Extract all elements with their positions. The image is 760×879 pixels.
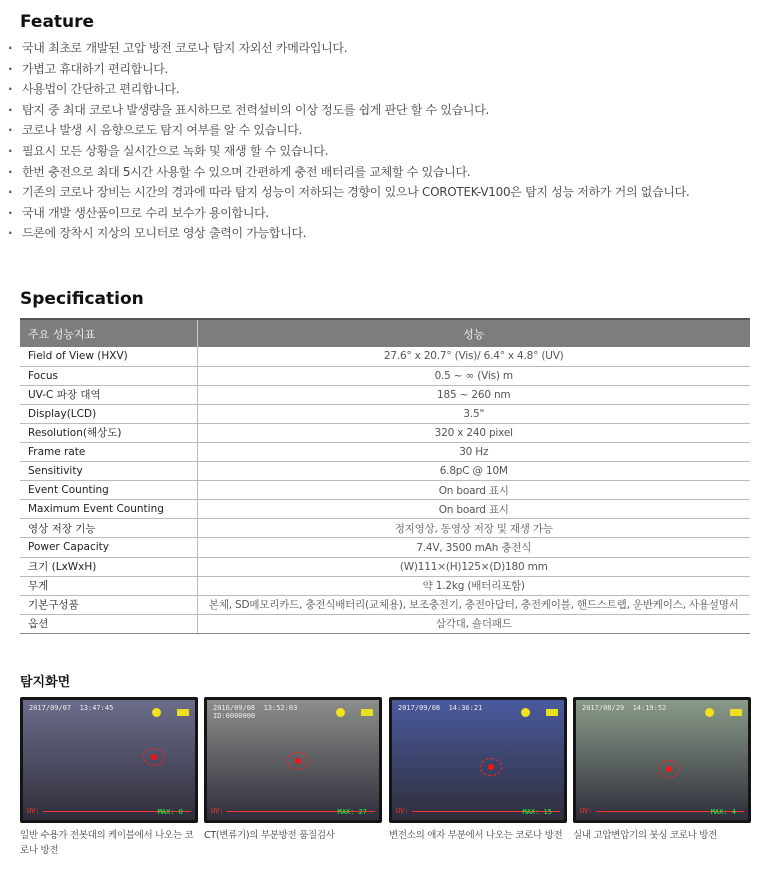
table-row: [20, 614, 750, 633]
camera-screen: [576, 700, 748, 820]
table-header-row: [20, 319, 750, 347]
max-count: MAX: 4: [710, 808, 736, 816]
detection-caption: 실내 고압변압기의 붓싱 코로나 방전: [573, 830, 718, 841]
spec-key: Display(LCD): [20, 404, 197, 423]
uv-label: UV:: [27, 807, 40, 815]
uv-camera-image: [389, 697, 567, 823]
table-row: [20, 404, 750, 423]
spec-value: 7.4V, 3500 mAh 충전식: [197, 538, 750, 557]
spec-key: 무게: [20, 576, 197, 595]
spec-value: 27.6° x 20.7° (Vis)/ 6.4° x 4.8° (UV): [197, 347, 750, 366]
max-count: MAX: 27: [337, 808, 367, 816]
detection-gallery: [20, 697, 750, 856]
spec-key: 영상 저장 기능: [20, 519, 197, 538]
detection-card: [389, 697, 567, 843]
table-row: [20, 442, 750, 461]
feature-title: Feature: [20, 12, 95, 32]
spec-value: 185 ~ 260 nm: [197, 385, 750, 404]
detection-card: [204, 697, 382, 843]
table-row: [20, 538, 750, 557]
spec-value: 6.8pC @ 10M: [197, 462, 750, 481]
spec-value: 0.5 ~ ∞ (Vis) m: [197, 366, 750, 385]
column-header-performance: 성능: [197, 319, 750, 347]
corona-hotspot: [480, 758, 502, 776]
spec-value: 320 x 240 pixel: [197, 423, 750, 442]
spec-key: Maximum Event Counting: [20, 500, 197, 519]
uv-camera-image: [204, 697, 382, 823]
uv-camera-image: [20, 697, 198, 823]
feature-item: · 기존의 코로나 장비는 시간의 경과에 따라 탐지 성능이 저하되는 경향이 있으나 COROTEK-V100은 탐지 성능 저하가 거의 없습니다.: [8, 182, 689, 203]
spec-value: 정지영상, 동영상 저장 및 재생 가능: [197, 519, 750, 538]
timestamp: 2016/09/08 13:52:03 ID:0000000: [213, 704, 298, 720]
corona-hotspot: [143, 748, 165, 766]
table-row: [20, 385, 750, 404]
detection-title: 탐지화면: [20, 675, 71, 690]
feature-item: · 탐지 중 최대 코로나 발생량을 표시하므로 전력설비의 이상 정도를 쉽게 판단 할 수 있습니다.: [8, 100, 689, 121]
detection-caption: CT(변류기)의 부분방전 품질검사: [204, 830, 335, 841]
feature-item: · 국내 최초로 개발된 고압 방전 코로나 탐지 자외선 카메라입니다.: [8, 38, 689, 59]
spec-value: 3.5": [197, 404, 750, 423]
timestamp: 2017/08/29 14:19:52: [582, 704, 667, 712]
camera-screen: [392, 700, 564, 820]
record-indicator-icon: [152, 708, 161, 717]
feature-item: · 필요시 모든 상황을 실시간으로 녹화 및 재생 할 수 있습니다.: [8, 141, 689, 162]
uv-label: UV:: [396, 807, 409, 815]
timestamp: 2017/09/08 14:36:21: [398, 704, 483, 712]
table-row: [20, 557, 750, 576]
record-indicator-icon: [705, 708, 714, 717]
specification-title: Specification: [20, 289, 144, 309]
table-row: [20, 576, 750, 595]
uv-label: UV:: [211, 807, 224, 815]
spec-key: Power Capacity: [20, 538, 197, 557]
table-row: [20, 423, 750, 442]
spec-key: UV-C 파장 대역: [20, 385, 197, 404]
corona-hotspot: [287, 752, 309, 770]
battery-icon: [546, 709, 558, 716]
table-row: [20, 519, 750, 538]
feature-item: · 한번 충전으로 최대 5시간 사용할 수 있으며 간편하게 충전 배터리를 교체할 수 있습니다.: [8, 162, 689, 183]
spec-key: Event Counting: [20, 481, 197, 500]
table-row: [20, 481, 750, 500]
record-indicator-icon: [336, 708, 345, 717]
table-row: [20, 500, 750, 519]
spec-value: 약 1.2kg (배터리포함): [197, 576, 750, 595]
spec-key: 옵션: [20, 614, 197, 633]
max-count: MAX: 15: [522, 808, 552, 816]
spec-key: Sensitivity: [20, 462, 197, 481]
uv-camera-image: [573, 697, 751, 823]
spec-value: 30 Hz: [197, 442, 750, 461]
feature-item: · 국내 개발 생산품이므로 수리 보수가 용이합니다.: [8, 203, 689, 224]
feature-list: [8, 38, 689, 244]
column-header-metric: 주요 성능지표: [20, 319, 197, 347]
spec-key: Frame rate: [20, 442, 197, 461]
spec-key: Field of View (HXV): [20, 347, 197, 366]
battery-icon: [730, 709, 742, 716]
spec-value: 삼각대, 숄더패드: [197, 614, 750, 633]
timestamp: 2017/09/07 13:47:45: [29, 704, 114, 712]
detection-card: [573, 697, 751, 843]
corona-hotspot: [658, 760, 680, 778]
spec-key: 기본구성품: [20, 595, 197, 614]
spec-key: Focus: [20, 366, 197, 385]
specification-table: [20, 318, 750, 634]
detection-caption: 일반 수용가 전봇대의 케이블에서 나오는 코로나 방전: [20, 830, 194, 856]
detection-card: [20, 697, 198, 858]
uv-label: UV:: [580, 807, 593, 815]
battery-icon: [361, 709, 373, 716]
spec-value: On board 표시: [197, 481, 750, 500]
feature-item: · 가볍고 휴대하기 편리합니다.: [8, 59, 689, 80]
spec-key: 크기 (LxWxH): [20, 557, 197, 576]
record-indicator-icon: [521, 708, 530, 717]
feature-item: · 코로나 발생 시 음향으로도 탐지 여부를 알 수 있습니다.: [8, 120, 689, 141]
spec-value: (W)111×(H)125×(D)180 mm: [197, 557, 750, 576]
table-row: [20, 595, 750, 614]
max-count: MAX: 0: [157, 808, 183, 816]
spec-value: 본체, SD메모리카드, 충전식배터리(교체용), 보조충전기, 충전아답터, 충전케이블, 핸드스트랩, 운반케이스, 사용설명서: [197, 595, 750, 614]
battery-icon: [177, 709, 189, 716]
camera-screen: [23, 700, 195, 820]
detection-caption: 변전소의 애자 부분에서 나오는 코로나 방전: [389, 830, 563, 841]
table-row: [20, 366, 750, 385]
spec-value: On board 표시: [197, 500, 750, 519]
table-row: [20, 462, 750, 481]
table-row: [20, 347, 750, 366]
camera-screen: [207, 700, 379, 820]
feature-item: · 사용법이 간단하고 편리합니다.: [8, 79, 689, 100]
feature-item: · 드론에 장착시 지상의 모니터로 영상 출력이 가능합니다.: [8, 223, 689, 244]
spec-key: Resolution(해상도): [20, 423, 197, 442]
